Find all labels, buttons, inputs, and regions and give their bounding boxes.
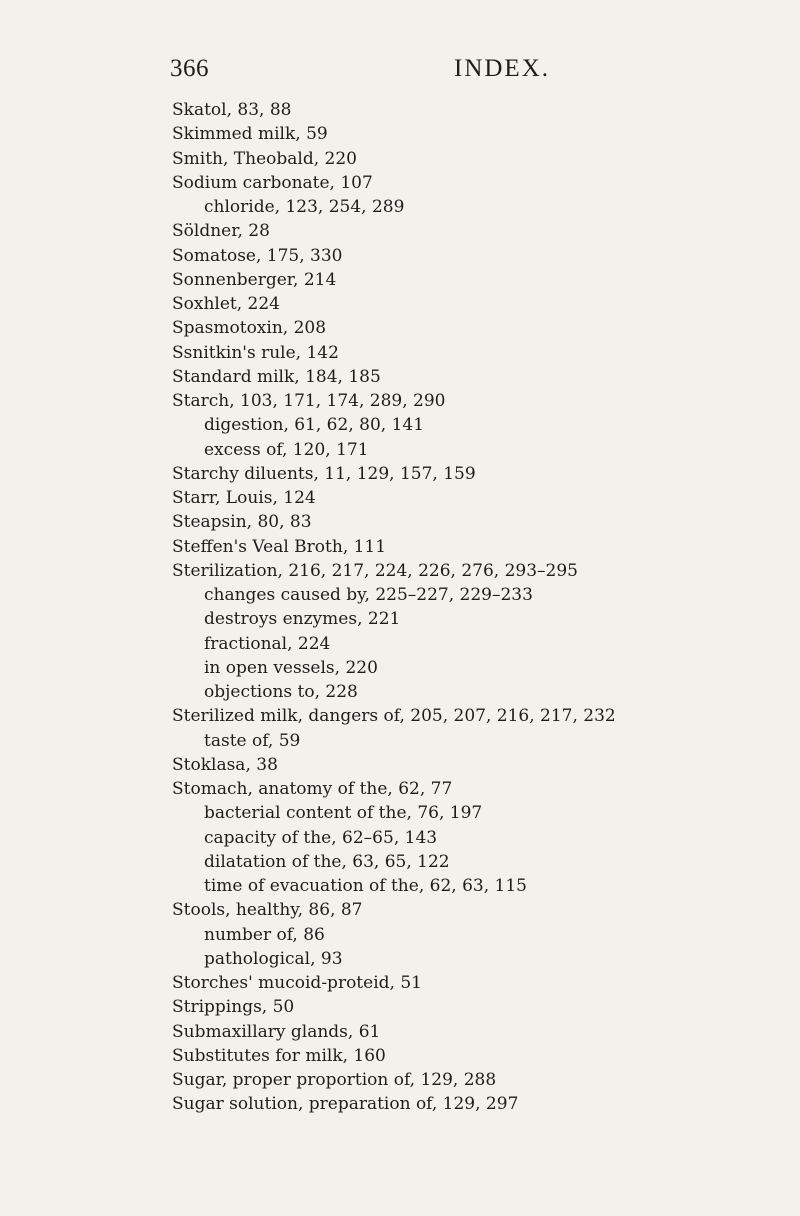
index-entry: Submaxillary glands, 61 <box>172 1021 381 1042</box>
index-entry: Stomach, anatomy of the, 62, 77 <box>172 779 453 799</box>
index-subentry: capacity of the, 62–65, 143 <box>204 827 438 848</box>
index-subentry: objections to, 228 <box>204 682 358 702</box>
index-subentry: destroys enzymes, 221 <box>204 609 401 630</box>
index-entry-list <box>172 98 792 1117</box>
index-subentry: digestion, 61, 62, 80, 141 <box>204 415 425 436</box>
index-subentry: taste of, 59 <box>204 730 301 751</box>
index-entry: Sodium carbonate, 107 <box>172 172 373 193</box>
index-entry: Soxhlet, 224 <box>172 294 281 314</box>
index-subentry: pathological, 93 <box>204 948 343 969</box>
page-number: 366 <box>170 55 209 82</box>
index-entry: Skatol, 83, 88 <box>172 100 292 120</box>
index-subentry: dilatation of the, 63, 65, 122 <box>204 851 450 872</box>
index-entry: Starr, Louis, 124 <box>172 488 316 508</box>
index-entry: Substitutes for milk, 160 <box>172 1045 386 1066</box>
index-entry: Sterilized milk, dangers of, 205, 207, 216, 217, 232 <box>172 706 616 727</box>
index-subentry: fractional, 224 <box>204 633 331 654</box>
index-entry: Steffen's Veal Broth, 111 <box>172 536 387 557</box>
index-subentry: time of evacuation of the, 62, 63, 115 <box>204 876 527 896</box>
index-entry: Skimmed milk, 59 <box>172 124 328 145</box>
index-entry: Stools, healthy, 86, 87 <box>172 900 363 921</box>
index-entry: Steapsin, 80, 83 <box>172 512 312 533</box>
index-entry: Sterilization, 216, 217, 224, 226, 276, 293–295 <box>172 560 578 581</box>
page-title: INDEX. <box>454 55 551 82</box>
index-entry: Starch, 103, 171, 174, 289, 290 <box>172 391 446 411</box>
index-entry: Smith, Theobald, 220 <box>172 148 357 169</box>
index-subentry: changes caused by, 225–227, 229–233 <box>204 585 533 605</box>
index-entry: Strippings, 50 <box>172 997 295 1018</box>
index-entry: Sugar, proper proportion of, 129, 288 <box>172 1070 497 1090</box>
index-entry: Spasmotoxin, 208 <box>172 318 327 339</box>
index-subentry: bacterial content of the, 76, 197 <box>204 803 483 824</box>
index-entry: Söldner, 28 <box>172 221 270 242</box>
index-entry: Starchy diluents, 11, 129, 157, 159 <box>172 463 476 484</box>
index-entry: Ssnitkin's rule, 142 <box>172 342 339 363</box>
index-subentry: in open vessels, 220 <box>204 657 378 678</box>
index-subentry: excess of, 120, 171 <box>204 439 369 460</box>
index-entry: Sonnenberger, 214 <box>172 269 337 290</box>
index-entry: Somatose, 175, 330 <box>172 245 343 266</box>
index-entry: Stoklasa, 38 <box>172 754 278 775</box>
index-entry: Storches' mucoid-proteid, 51 <box>172 973 422 993</box>
index-subentry: number of, 86 <box>204 924 325 945</box>
index-entry: Standard milk, 184, 185 <box>172 366 381 387</box>
index-subentry: chloride, 123, 254, 289 <box>204 197 405 217</box>
index-entry: Sugar solution, preparation of, 129, 297 <box>172 1094 519 1115</box>
